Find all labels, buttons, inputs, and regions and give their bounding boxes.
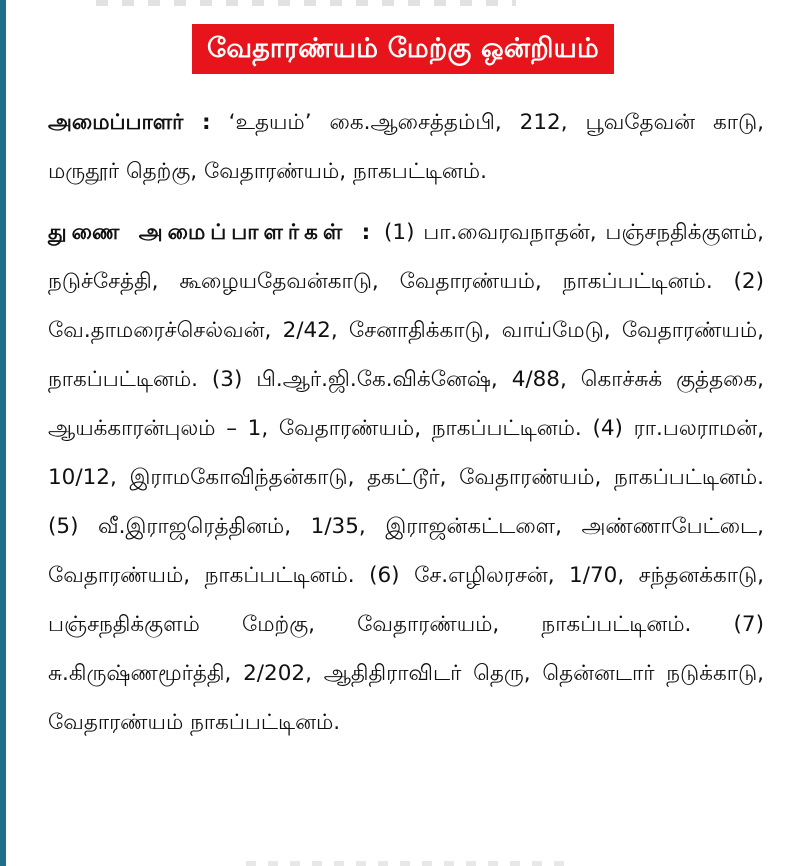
assistant-organizers-details: (1) பா.வைரவநாதன், பஞ்சநதிக்குளம், நடுச்சேத்தி, கூழையதேவன்காடு, வேதாரண்யம், நாகப்பட்டினம். (2) வே.தாமரைச்செல்வன், 2/42, சேனாதிக்காடு, வாய்மேடு, வேதாரண்யம், நாகப்பட்டினம். (3) பி.ஆர்.ஜி.கே.விக்னேஷ், 4/88, கொச்சுக் குத்தகை, ஆயக்காரன்புலம் – 1, வேதாரண்யம், நாகப்பட்டினம். (4) ரா.பலராமன், 10/12, இராமகோவிந்தன்காடு, தகட்டூர், வேதாரண்யம், நாகப்பட்டினம். (5) வீ.இராஜரெத்தினம், 1/35, இராஜன்கட்டளை, அண்ணாபேட்டை, வேதாரண்யம், நாகப்பட்டினம். (6) சே.எழிலரசன், 1/70, சந்தனக்காடு, பஞ்சநதிக்குளம் மேற்கு, வேதாரண்யம், நாகப்பட்டினம். (7) சு.கிருஷ்ணமூர்த்தி, 2/202, ஆதிதிராவிடர் தெரு, தென்னடார் நடுக்காடு, வேதாரண்யம் நாகப்பட்டினம். [48,220,764,735]
union-title-banner: வேதாரண்யம் மேற்கு ஒன்றியம் [192,24,614,74]
cropped-next-text [246,861,576,866]
assistant-organizers-paragraph [48,208,764,747]
organizer-details: ‘உதயம்’ கை.ஆசைத்தம்பி, 212, பூவதேவன் காடு, மருதூர் தெற்கு, வேதாரண்யம், நாகபட்டினம். [48,110,764,184]
organizer-label: அமைப்பாளர் : [48,110,211,135]
cropped-previous-text [96,0,516,6]
article-body [48,98,764,747]
assistant-organizers-label: துணை அமைப்பாளர்கள் : [48,220,376,245]
organizer-paragraph [48,98,764,196]
heading-container [6,24,800,74]
